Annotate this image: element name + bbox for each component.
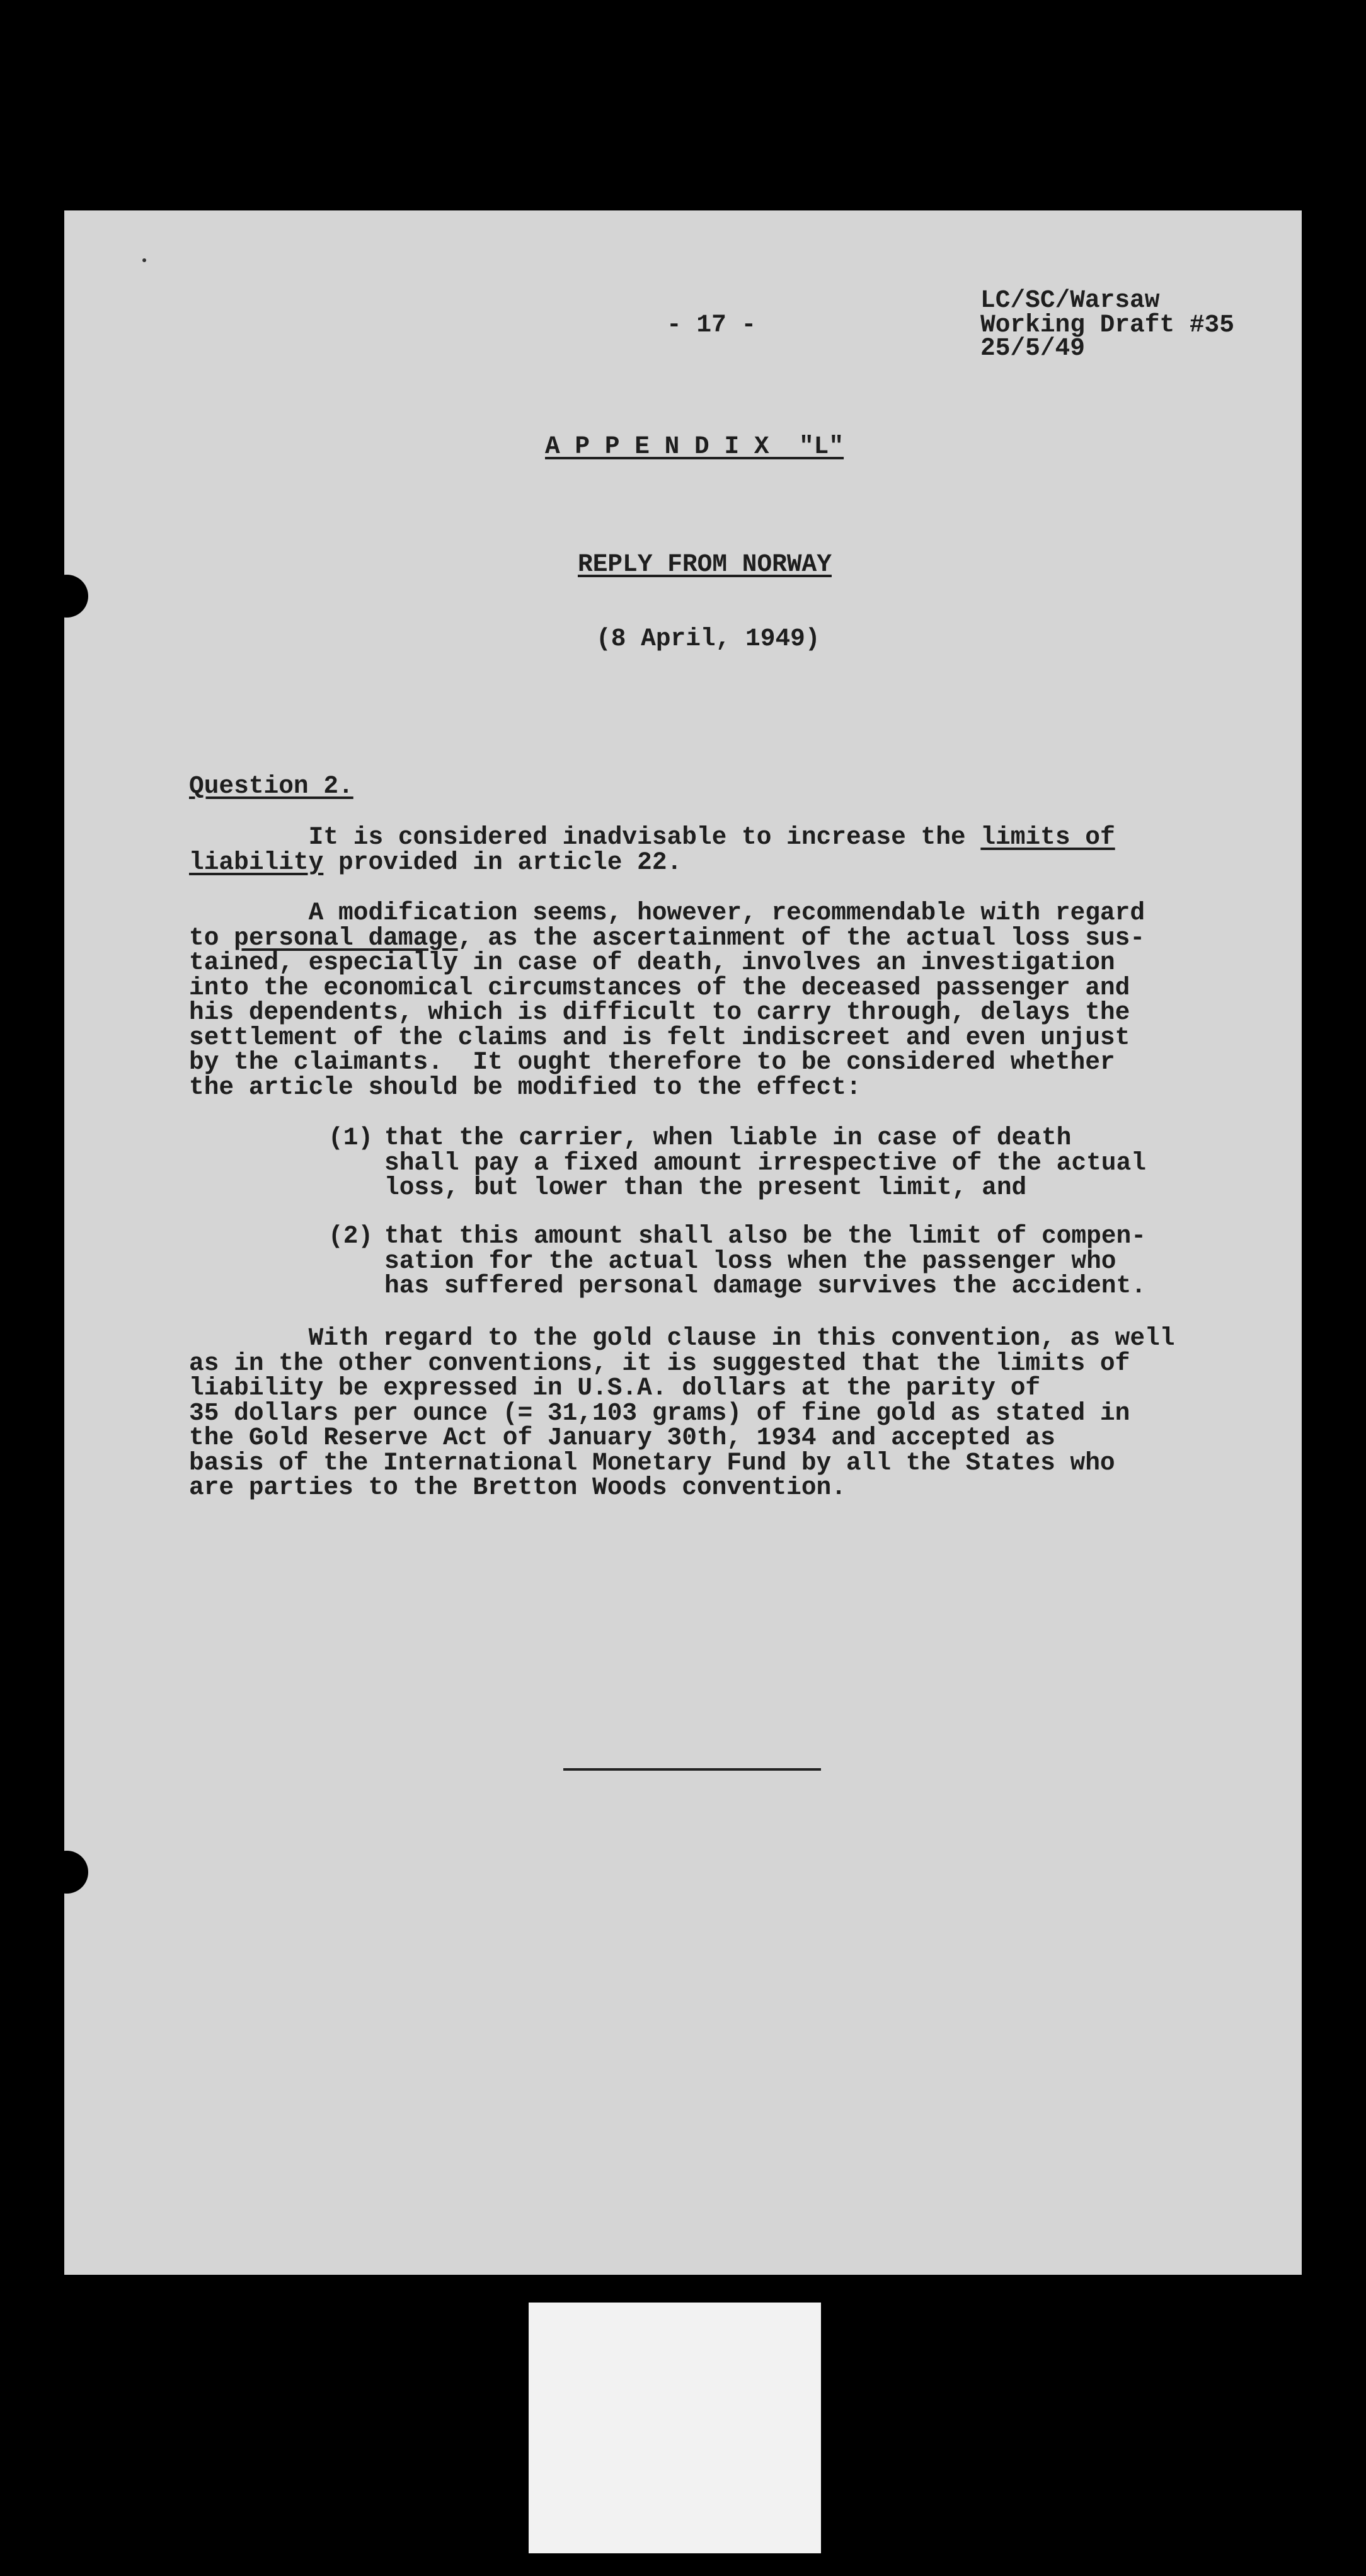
text-segment: the article should be modified to the effect: <box>189 1072 861 1101</box>
text-line <box>189 900 1145 926</box>
text-segment: It is considered inadvisable to increase the <box>189 823 981 851</box>
text-line <box>189 1050 1145 1075</box>
page-number: - 17 - <box>667 311 757 339</box>
text-line <box>189 975 1145 1001</box>
reference-line-1: LC/SC/Warsaw <box>980 286 1160 314</box>
text-line <box>189 950 1145 975</box>
end-rule <box>563 1768 821 1771</box>
text-line: 35 dollars per ounce (= 31,103 grams) of fine gold as stated in <box>189 1398 1130 1427</box>
question-heading: Question 2. <box>189 772 353 800</box>
text-line <box>189 1025 1145 1050</box>
speck <box>142 258 146 262</box>
reply-date: (8 April, 1949) <box>596 624 820 653</box>
text-line <box>189 923 1145 952</box>
text-line: has suffered personal damage survives the accident. <box>384 1272 1146 1300</box>
blank-target-slip <box>529 2303 821 2553</box>
list-marker-1: (1) <box>328 1124 374 1152</box>
text-segment: A modification seems, however, recommendable with regard <box>189 899 1145 927</box>
paragraph-1 <box>189 825 1115 875</box>
text-line: sation for the actual loss when the passenger who <box>384 1246 1116 1275</box>
text-line <box>189 1072 1145 1101</box>
text-line <box>189 850 1115 875</box>
text-segment: provided in article 22. <box>323 848 682 877</box>
list-item-2 <box>384 1224 1146 1299</box>
text-segment: his dependents, which is difficult to carry through, delays the <box>189 998 1130 1026</box>
punch-hole-top <box>45 575 88 618</box>
text-segment: , as the ascertainment of the actual loss sus- <box>457 923 1145 952</box>
text-line: that this amount shall also be the limit of compen- <box>384 1222 1146 1250</box>
text-line: the Gold Reserve Act of January 30th, 1934 and accepted as <box>189 1423 1055 1452</box>
list-marker-2: (2) <box>328 1222 374 1250</box>
text-line: loss, but lower than the present limit, and <box>384 1173 1027 1202</box>
reply-subtitle: REPLY FROM NORWAY <box>578 550 832 578</box>
text-line <box>189 1000 1145 1025</box>
text-line: shall pay a fixed amount irrespective of the actual <box>384 1148 1146 1177</box>
paragraph-2 <box>189 900 1145 1100</box>
text-line: With regard to the gold clause in this convention, as well <box>189 1324 1175 1352</box>
reference-line-2: Working Draft #35 <box>980 311 1234 339</box>
list-item-1 <box>384 1125 1146 1200</box>
text-line: liability be expressed in U.S.A. dollars at the parity of <box>189 1374 1041 1402</box>
underlined-text: limits of <box>980 823 1115 851</box>
text-line: that the carrier, when liable in case of death <box>384 1124 1072 1152</box>
text-segment: settlement of the claims and is felt indiscreet and even unjust <box>189 1023 1130 1052</box>
text-segment: into the economical circumstances of the deceased passenger and <box>189 973 1130 1002</box>
text-segment: tained, especially in case of death, involves an investigation <box>189 948 1115 977</box>
closing-paragraph <box>189 1326 1174 1500</box>
reference-line-3: 25/5/49 <box>980 334 1085 362</box>
text-line: as in the other conventions, it is suggested that the limits of <box>189 1348 1130 1377</box>
underlined-text: liability <box>189 848 324 877</box>
underlined-text: personal damage <box>234 923 458 952</box>
text-line: basis of the International Monetary Fund by all the States who <box>189 1448 1115 1477</box>
text-line: are parties to the Bretton Woods convention. <box>189 1473 846 1502</box>
text-segment: to <box>189 923 234 952</box>
text-segment: by the claimants. It ought therefore to be considered whether <box>189 1048 1115 1076</box>
text-line <box>189 825 1115 850</box>
punch-hole-bottom <box>45 1851 88 1894</box>
appendix-title: A P P E N D I X "L" <box>545 432 844 461</box>
